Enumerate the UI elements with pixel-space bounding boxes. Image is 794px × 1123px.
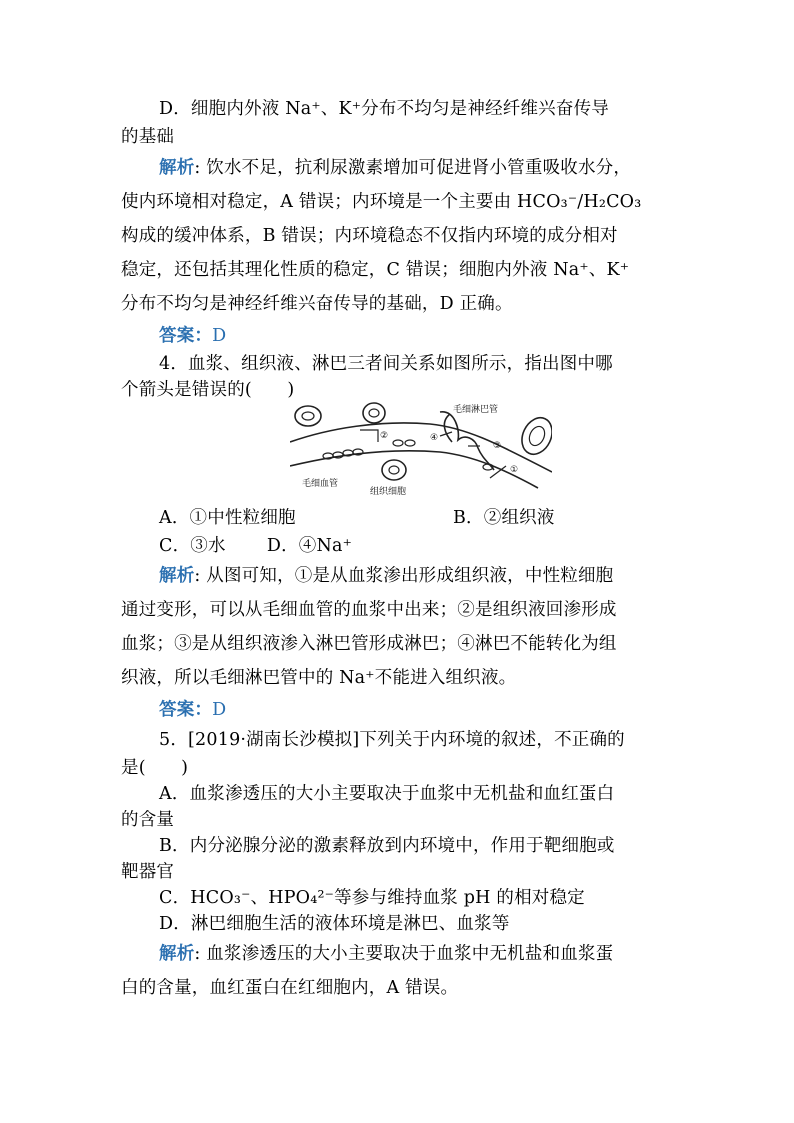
label-lymph-capillary: 毛细淋巴管 — [453, 405, 499, 415]
text-line: 的含量 — [121, 810, 175, 830]
analysis-line: 解析: 血浆渗透压的大小主要取决于血浆中无机盐和血浆蛋 — [159, 944, 614, 964]
text-line: 通过变形，可以从毛细血管的血浆中出来；②是组织液回渗形成 — [121, 600, 617, 620]
options-cd-line: C．③水 D．④Na⁺ — [159, 536, 353, 556]
marker-2: ② — [380, 431, 389, 441]
options-ab-line: A．①中性粒细胞 B．②组织液 — [159, 508, 555, 528]
tissue-cell — [295, 406, 321, 426]
option-a-line: A．血浆渗透压的大小主要取决于血浆中无机盐和血红蛋白 — [159, 784, 615, 804]
lymph-capillary — [440, 412, 494, 470]
tissue-cell — [382, 460, 406, 480]
text-line: 构成的缓冲体系，B 错误；内环境稳态不仅指内环境的成分相对 — [121, 226, 618, 246]
option-b-line: B．内分泌腺分泌的激素释放到内环境中，作用于靶细胞或 — [159, 836, 615, 856]
question-5-line: 5．[2019·湖南长沙模拟]下列关于内环境的叙述，不正确的 — [159, 730, 625, 750]
answer-label: 答案： — [159, 700, 213, 720]
tissue-cell — [363, 403, 385, 423]
label-capillary: 毛细血管 — [302, 479, 339, 489]
analysis-line: 解析: 从图可知，①是从血浆渗出形成组织液，中性粒细胞 — [159, 566, 614, 586]
answer-line — [159, 324, 226, 348]
answer-line — [159, 698, 226, 722]
text-line: 白的含量，血红蛋白在红细胞内，A 错误。 — [121, 978, 459, 998]
text-line: 的基础 — [121, 127, 175, 147]
text-line: 血浆；③是从组织液渗入淋巴管形成淋巴；④淋巴不能转化为组 — [121, 634, 617, 654]
marker-1: ① — [510, 465, 519, 475]
option-d-line: D．淋巴细胞生活的液体环境是淋巴、血浆等 — [159, 914, 510, 934]
text-line: 分布不均匀是神经纤维兴奋传导的基础，D 正确。 — [121, 294, 513, 314]
answer-value: D — [212, 326, 227, 346]
analysis-label: 解析 — [159, 944, 195, 964]
option-d-line: D．细胞内外液 Na⁺、K⁺分布不均匀是神经纤维兴奋传导 — [159, 99, 609, 119]
tissue-cell — [516, 413, 552, 459]
option-c-line: C．HCO₃⁻、HPO₄²⁻等参与维持血浆 pH 的相对稳定 — [159, 888, 585, 908]
answer-value: D — [212, 700, 227, 720]
analysis-label: 解析 — [159, 158, 195, 178]
marker-4: ④ — [430, 433, 439, 443]
text-line: 个箭头是错误的( ) — [121, 380, 295, 400]
text-line: 是( ) — [121, 758, 189, 778]
question-4-line: 4．血浆、组织液、淋巴三者间关系如图所示，指出图中哪 — [159, 354, 613, 374]
text-line: 织液，所以毛细淋巴管中的 Na⁺不能进入组织液。 — [121, 668, 517, 688]
text-line: 稳定，还包括其理化性质的稳定，C 错误；细胞内外液 Na⁺、K⁺ — [121, 260, 630, 280]
body-fluid-diagram — [290, 400, 552, 506]
analysis-label: 解析 — [159, 566, 195, 586]
label-tissue-cell: 组织细胞 — [370, 487, 407, 497]
marker-3: ③ — [493, 441, 502, 451]
text-line: 靶器官 — [121, 862, 175, 882]
text-line: 使内环境相对稳定，A 错误；内环境是一个主要由 HCO₃⁻/H₂CO₃ — [121, 192, 642, 212]
answer-label: 答案： — [159, 326, 213, 346]
analysis-line: 解析: 饮水不足，抗利尿激素增加可促进肾小管重吸收水分， — [159, 158, 632, 178]
